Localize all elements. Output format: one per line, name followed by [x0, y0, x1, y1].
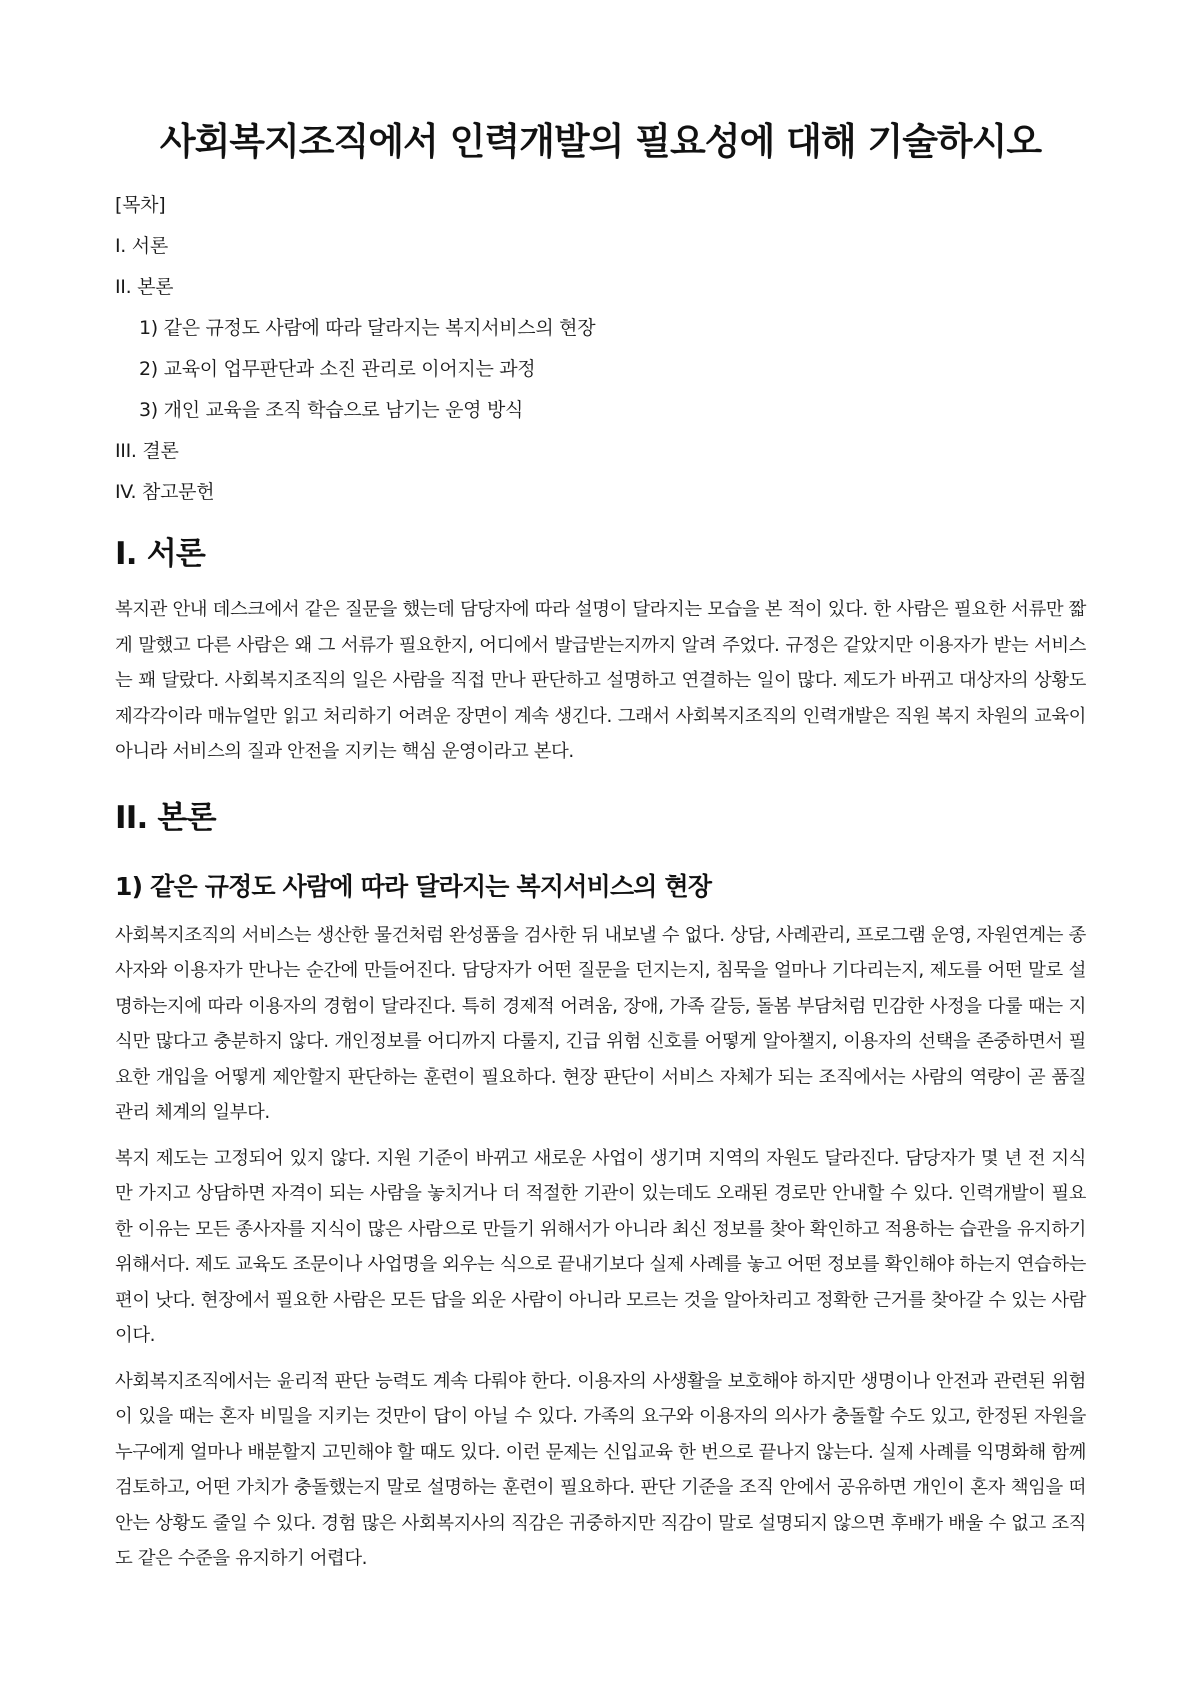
section-heading-intro: I. 서론 — [115, 536, 205, 572]
toc-item: II. 본론 — [115, 276, 174, 298]
toc-subitem: 1) 같은 규정도 사람에 따라 달라지는 복지서비스의 현장 — [139, 317, 596, 339]
body-paragraph: 복지 제도는 고정되어 있지 않다. 지원 기준이 바뀌고 새로운 사업이 생기며 지역의 자원도 달라진다. 담당자가 몇 년 전 지식만 가지고 상담하면 자격이 되는 사람을 놓치거나 더 적절한 기관이 있는데도 오래된 경로만 안내할 수 있다. 인력개발이 필요한 이유는 모든 종사자를 지식이 많은 사람으로 만들기 위해서가 아니라 최신 정보를 찾아 확인하고 적용하는 습관을 유지하기 위해서다. 제도 교육도 조문이나 사업명을 외우는 식으로 끝내기보다 실제 사례를 놓고 어떤 정보를 확인해야 하는지 연습하는 편이 낫다. 현장에서 필요한 사람은 모든 답을 외운 사람이 아니라 모르는 것을 알아차리고 정확한 근거를 찾아갈 수 있는 사람이다. — [115, 1147, 1086, 1346]
toc-subitem: 2) 교육이 업무판단과 소진 관리로 이어지는 과정 — [139, 358, 536, 380]
table-of-contents — [115, 192, 1086, 506]
toc-item: III. 결론 — [115, 440, 179, 462]
document-title: 사회복지조직에서 인력개발의 필요성에 대해 기술하시오 — [159, 120, 1042, 163]
subsection-heading-1: 1) 같은 규정도 사람에 따라 달라지는 복지서비스의 현장 — [115, 871, 712, 901]
section-heading-body: II. 본론 — [115, 799, 216, 836]
intro-paragraph: 복지관 안내 데스크에서 같은 질문을 했는데 담당자에 따라 설명이 달라지는 모습을 본 적이 있다. 한 사람은 필요한 서류만 짧게 말했고 다른 사람은 왜 그 서류가 필요한지, 어디에서 발급받는지까지 알려 주었다. 규정은 같았지만 이용자가 받는 서비스는 꽤 달랐다. 사회복지조직의 일은 사람을 직접 만나 판단하고 설명하고 연결하는 일이 많다. 제도가 바뀌고 대상자의 상황도 제각각이라 매뉴얼만 읽고 처리하기 어려운 장면이 계속 생긴다. 그래서 사회복지조직의 인력개발은 직원 복지 차원의 교육이 아니라 서비스의 질과 안전을 지키는 핵심 운영이라고 본다. — [115, 599, 1086, 762]
toc-item: I. 서론 — [115, 235, 168, 257]
toc-item: IV. 참고문헌 — [115, 481, 215, 503]
body-paragraph: 사회복지조직에서는 윤리적 판단 능력도 계속 다뤄야 한다. 이용자의 사생활을 보호해야 하지만 생명이나 안전과 관련된 위험이 있을 때는 혼자 비밀을 지키는 것만이 답이 아닐 수 있다. 가족의 요구와 이용자의 의사가 충돌할 수도 있고, 한정된 자원을 누구에게 얼마나 배분할지 고민해야 할 때도 있다. 이런 문제는 신입교육 한 번으로 끝나지 않는다. 실제 사례를 익명화해 함께 검토하고, 어떤 가치가 충돌했는지 말로 설명하는 훈련이 필요하다. 판단 기준을 조직 안에서 공유하면 개인이 혼자 책임을 떠안는 상황도 줄일 수 있다. 경험 많은 사회복지사의 직감은 귀중하지만 직감이 말로 설명되지 않으면 후배가 배울 수 없고 조직도 같은 수준을 유지하기 어렵다. — [115, 1370, 1086, 1569]
toc-heading: [목차] — [115, 194, 166, 216]
body-paragraph: 사회복지조직의 서비스는 생산한 물건처럼 완성품을 검사한 뒤 내보낼 수 없다. 상담, 사례관리, 프로그램 운영, 자원연계는 종사자와 이용자가 만나는 순간에 만들어진다. 담당자가 어떤 질문을 던지는지, 침묵을 얼마나 기다리는지, 제도를 어떤 말로 설명하는지에 따라 이용자의 경험이 달라진다. 특히 경제적 어려움, 장애, 가족 갈등, 돌봄 부담처럼 민감한 사정을 다룰 때는 지식만 많다고 충분하지 않다. 개인정보를 어디까지 다룰지, 긴급 위험 신호를 어떻게 알아챌지, 이용자의 선택을 존중하면서 필요한 개입을 어떻게 제안할지 판단하는 훈련이 필요하다. 현장 판단이 서비스 자체가 되는 조직에서는 사람의 역량이 곧 품질관리 체계의 일부다. — [115, 924, 1086, 1123]
toc-subitem: 3) 개인 교육을 조직 학습으로 남기는 운영 방식 — [139, 399, 524, 421]
